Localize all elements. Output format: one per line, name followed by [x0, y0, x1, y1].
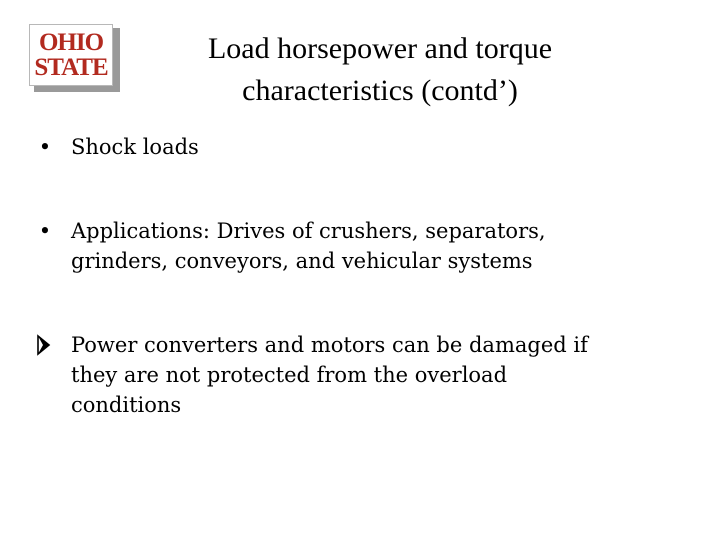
bullet-icon: •	[38, 135, 52, 159]
arrow-right-icon	[30, 330, 60, 360]
bullet-line: they are not protected from the overload	[71, 363, 508, 387]
logo-line-2: STATE	[34, 54, 108, 81]
title-line-2: characteristics (contd’)	[242, 74, 518, 107]
bullet-line: conditions	[71, 393, 182, 417]
bullet-text	[71, 330, 588, 420]
bullet-icon: •	[38, 219, 52, 243]
bullet-line: Shock loads	[71, 135, 199, 159]
logo-line-1: OHIO	[38, 29, 104, 56]
bullet-line: Power converters and motors can be damaged if	[71, 333, 588, 357]
bullet-text	[71, 132, 199, 162]
slide-title	[100, 28, 660, 112]
title-line-1: Load horsepower and torque	[207, 32, 553, 65]
arrow-bullet-icon	[30, 330, 60, 368]
bullet-line: Applications: Drives of crushers, separators,	[71, 219, 546, 243]
bullet-line: grinders, conveyors, and vehicular systems	[71, 249, 533, 273]
bullet-text	[71, 216, 546, 276]
